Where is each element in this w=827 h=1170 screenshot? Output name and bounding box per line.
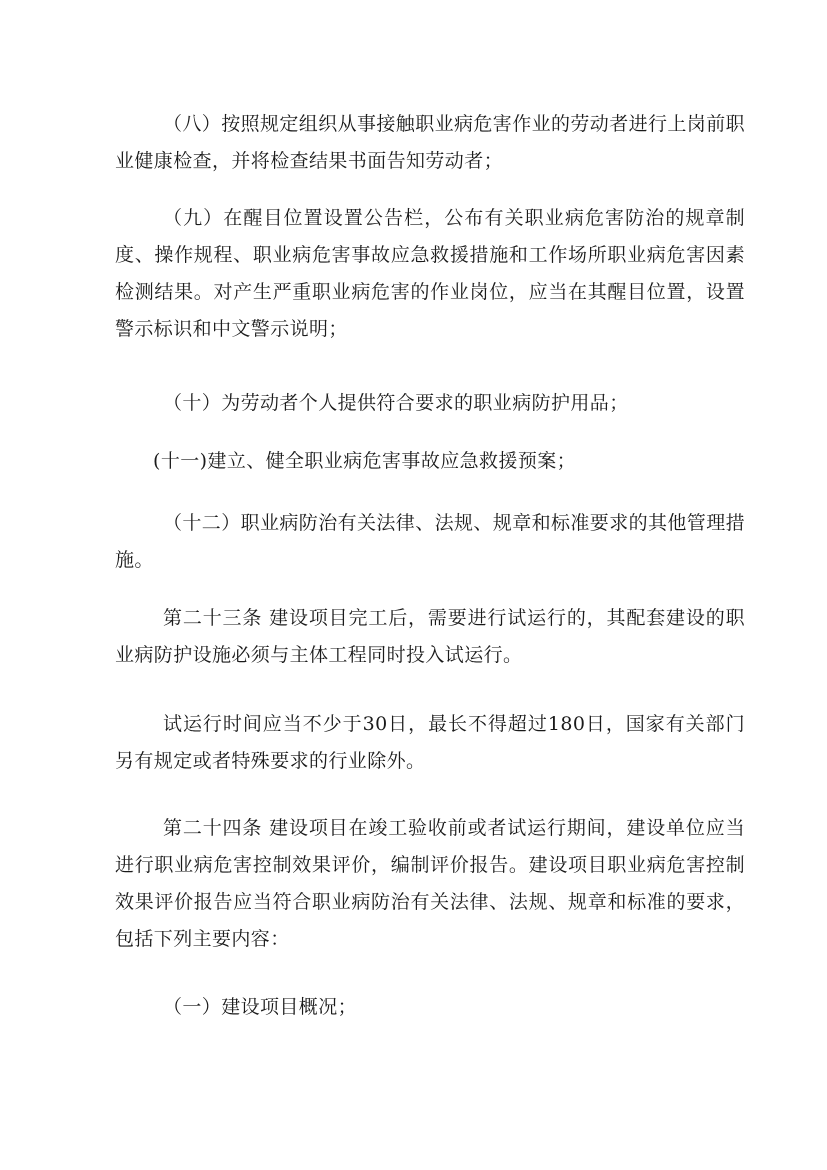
paragraph-item-1: （一）建设项目概况； bbox=[163, 996, 358, 1018]
paragraph-item-12: （十二）职业病防治有关法律、法规、规章和标准要求的其他管理措施。 bbox=[115, 512, 746, 571]
article-23: 第二十三条 建设项目完工后，需要进行试运行的，其配套建设的职业病防护设施必须与主体工程同时投入试运行。 bbox=[115, 607, 745, 666]
paragraph-item-8: （八）按照规定组织从事接触职业病危害作业的劳动者进行上岗前职业健康检查，并将检查结果书面告知劳动者； bbox=[115, 113, 746, 172]
article-24: 第二十四条 建设项目在竣工验收前或者试运行期间，建设单位应当进行职业病危害控制效果评价，编制评价报告。建设项目职业病危害控制效果评价报告应当符合职业病防治有关法律、法规、规章和标准的要求，包括下列主要内容： bbox=[115, 817, 745, 950]
paragraph-item-11: (十一)建立、健全职业病危害事故应急救援预案； bbox=[153, 450, 577, 472]
trial-run-period-paragraph: 试运行时间应当不少于30日，最长不得超过180日，国家有关部门另有规定或者特殊要求的行业除外。 bbox=[115, 713, 745, 772]
paragraph-item-10: （十）为劳动者个人提供符合要求的职业病防护用品； bbox=[163, 392, 629, 414]
paragraph-item-9: （九）在醒目位置设置公告栏，公布有关职业病危害防治的规章制度、操作规程、职业病危害事故应急救援措施和工作场所职业病危害因素检测结果。对产生严重职业病危害的作业岗位，应当在其醒目位置，设置警示标识和中文警示说明； bbox=[115, 207, 745, 340]
